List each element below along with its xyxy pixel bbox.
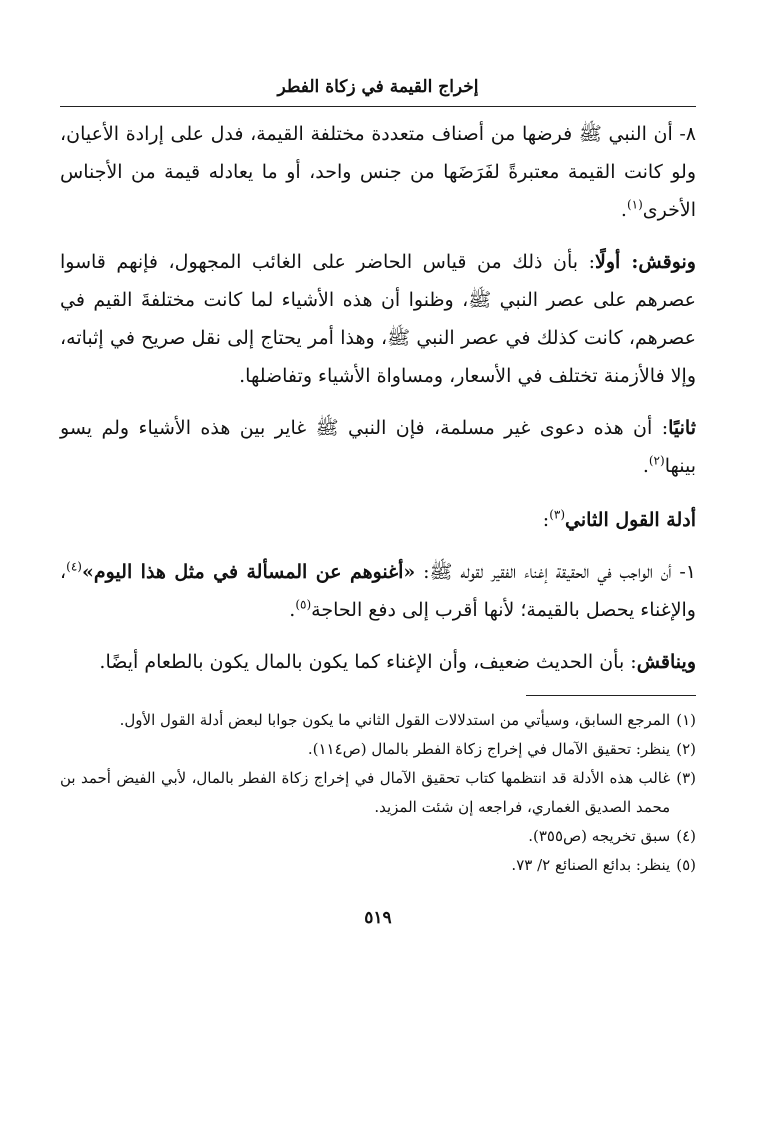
argument-1-end: . [289,599,296,621]
footnote-text: المرجع السابق، وسيأتي من استدلالات القول الثاني ما يكون جوابا لبعض أدلة القول الأول. [119,711,671,729]
footnote-ref-5[interactable]: (٥) [295,597,312,612]
footnote-ref-3[interactable]: (٣) [549,507,566,522]
footnote-text: غالب هذه الأدلة قد انتظمها كتاب تحقيق الآمال في إخراج زكاة الفطر بالمال، لأبي الفيض أحمد بن محمد الصديق الغماري، فراجعه إن شئت المزيد. [60,769,671,816]
footnote-number: (٢) [676,740,696,758]
rebuttal-first-paragraph [60,243,696,395]
second-opinion-heading-text: أدلة القول الثاني [565,509,696,531]
footnote-divider [526,695,696,696]
objection-text: : بأن الحديث ضعيف، وأن الإغناء كما يكون بالمال يكون بالطعام أيضًا. [99,651,637,673]
footnote-ref-1[interactable]: (١) [626,197,643,212]
footnote-text: ينظر: تحقيق الآمال في إخراج زكاة الفطر بالمال (ص١١٤). [307,740,671,758]
argument-8-paragraph [60,115,696,229]
rebuttal-second-lead: ثانيًا [668,417,696,439]
book-page [60,58,696,1098]
objection-lead: ويناقش [636,651,696,673]
rebuttal-second-text: : أن هذه دعوى غير مسلمة، فإن النبي ﷺ غاير بين هذه الأشياء ولم يسو بينها [60,417,696,477]
objection-paragraph [60,643,696,681]
rebuttal-first-text: : بأن ذلك من قياس الحاضر على الغائب المجهول، فإنهم قاسوا عصرهم على عصر النبي ﷺ، وظنوا أن هذه الأشياء لما كانت مختلفةَ القيم في عصرهم، كانت كذلك في عصر النبي ﷺ، وهذا أمر يحتاج إلى نقل صريح في إثباته، وإلا فالأزمنة تختلف في الأسعار، ومساواة الأشياء وتفاضلها. [60,251,696,387]
footnote-number: (١) [676,711,696,729]
footnote-1 [60,706,696,735]
argument-8-text: ٨- أن النبي ﷺ فرضها من أصناف متعددة مختلفة القيمة، فدل على إرادة الأعيان، ولو كانت القيمة معتبرةً لفَرَضَها من جنس واحد، أو ما يعادله قيمة من الأجناس الأخرى [60,123,696,221]
footnote-number: (٣) [676,769,696,787]
footnote-3 [60,764,696,822]
argument-8-end: . [620,199,627,221]
rebuttal-second-end: . [642,455,649,477]
footnote-text: سبق تخريجه (ص٣٥٥). [528,827,671,845]
running-head: إخراج القيمة في زكاة الفطر [277,77,479,97]
hadith-quote: «أغنوهم عن المسألة في مثل هذا اليوم» [81,561,416,583]
footnote-5 [60,851,696,880]
footnote-ref-2[interactable]: (٢) [648,453,665,468]
rebuttal-first-lead: ونوقش: أولًا [594,251,696,273]
footnote-text: ينظر: بدائع الصنائع ٢/ ٧٣. [511,856,671,874]
second-opinion-heading [60,501,696,539]
footnote-2 [60,735,696,764]
header-divider [60,106,696,107]
footnotes [60,706,696,880]
argument-1-start: ١- أن الواجب في الحقيقة إغناء الفقير لقوله ﷺ: [415,561,696,583]
footnote-number: (٥) [676,856,696,874]
rebuttal-second-paragraph [60,409,696,485]
footnote-ref-4[interactable]: (٤) [66,559,82,574]
second-opinion-heading-colon: : [542,509,550,531]
page-number: ٥١٩ [364,908,392,928]
argument-1-paragraph [60,553,696,629]
footnote-4 [60,822,696,851]
argument-1-middle: ، والإغناء يحصل بالقيمة؛ لأنها أقرب إلى دفع الحاجة [60,561,696,621]
footnote-number: (٤) [676,827,696,845]
